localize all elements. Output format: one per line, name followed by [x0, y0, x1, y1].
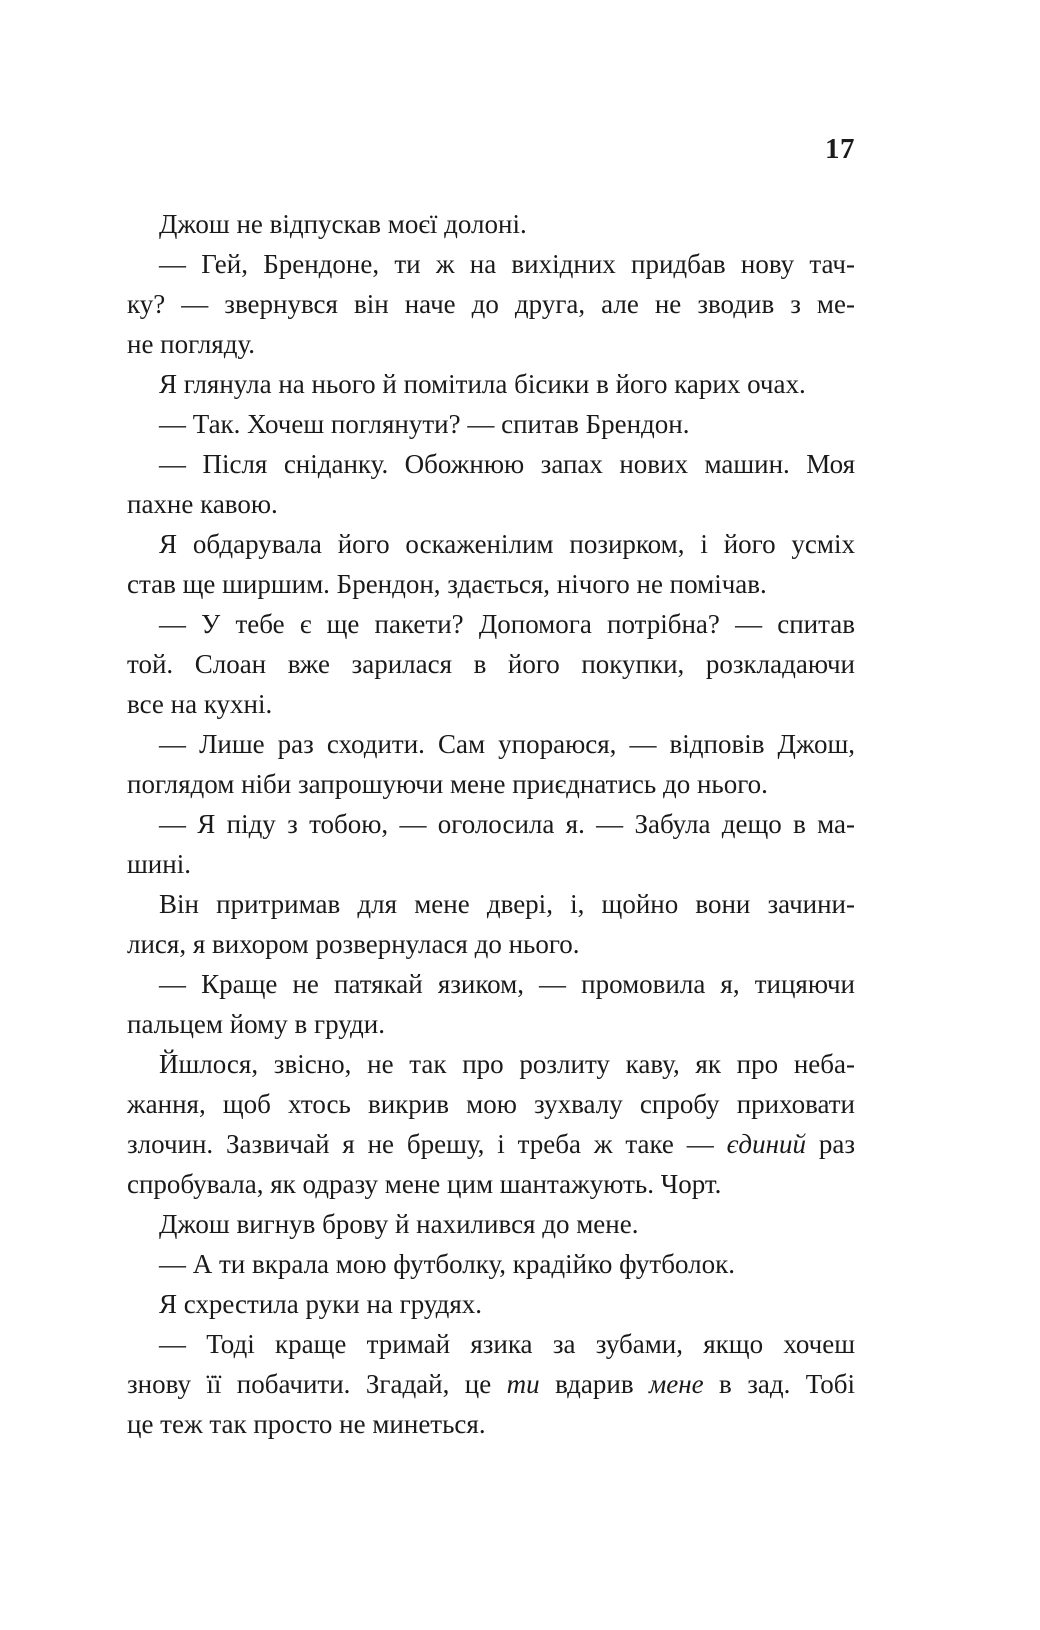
text-segment: — Так. Хочеш поглянути? — спитав Брендон.	[159, 409, 690, 439]
text-line	[127, 804, 855, 844]
text-line	[127, 1164, 855, 1204]
text-segment: вдарив	[539, 1369, 650, 1399]
text-line	[127, 564, 855, 604]
text-segment: той. Слоан вже зарилася в його покупки, розкладаючи	[127, 649, 855, 679]
text-segment: все на кухні.	[127, 689, 273, 719]
text-line	[127, 1204, 855, 1244]
paragraph	[127, 204, 855, 244]
text-segment: — Лише раз сходити. Сам упораюся, — відповів Джош,	[159, 729, 855, 759]
text-line	[127, 524, 855, 564]
text-line	[127, 884, 855, 924]
italic-text: ти	[506, 1369, 540, 1399]
text-line	[127, 844, 855, 884]
text-segment: Джош не відпускав моєї долоні.	[159, 209, 527, 239]
text-line	[127, 764, 855, 804]
text-segment: лися, я вихором розвернулася до нього.	[127, 929, 580, 959]
text-segment: жання, щоб хтось викрив мою зухвалу спробу приховати	[127, 1089, 855, 1119]
text-segment: Він притримав для мене двері, і, щойно вони зачини-	[159, 889, 855, 919]
text-line	[127, 404, 855, 444]
text-segment: став ще ширшим. Брендон, здається, нічого не помічав.	[127, 569, 767, 599]
text-segment: шині.	[127, 849, 191, 879]
text-block	[127, 204, 855, 1444]
text-line	[127, 284, 855, 324]
text-segment: — Я піду з тобою, — оголосила я. — Забула дещо в ма-	[159, 809, 855, 839]
text-line	[127, 1124, 855, 1164]
paragraph	[127, 244, 855, 364]
text-segment: — Гей, Брендоне, ти ж на вихідних придбав нову тач-	[159, 249, 855, 279]
text-line	[127, 1364, 855, 1404]
paragraph	[127, 1244, 855, 1284]
paragraph	[127, 804, 855, 884]
text-segment: Я обдарувала його оскаженілим позирком, і його усміх	[159, 529, 855, 559]
text-line	[127, 604, 855, 644]
text-segment: — Після сніданку. Обожнюю запах нових машин. Моя	[159, 449, 855, 479]
page-number: 17	[825, 133, 855, 165]
paragraph	[127, 964, 855, 1044]
text-line	[127, 1004, 855, 1044]
text-segment: — У тебе є ще пакети? Допомога потрібна? — спитав	[159, 609, 855, 639]
text-line	[127, 364, 855, 404]
text-line	[127, 1044, 855, 1084]
italic-text: єдиний	[726, 1129, 806, 1159]
text-segment: — Краще не патякай язиком, — промовила я, тицяючи	[159, 969, 855, 999]
text-line	[127, 1404, 855, 1444]
paragraph	[127, 1284, 855, 1324]
text-segment: пахне кавою.	[127, 489, 278, 519]
text-segment: злочин. Зазвичай я не брешу, і треба ж таке —	[127, 1129, 727, 1159]
text-segment: в зад. Тобі	[703, 1369, 855, 1399]
paragraph	[127, 1044, 855, 1204]
text-line	[127, 1084, 855, 1124]
text-line	[127, 644, 855, 684]
paragraph	[127, 724, 855, 804]
text-line	[127, 244, 855, 284]
text-line	[127, 964, 855, 1004]
text-segment: Йшлося, звісно, не так про розлиту каву, як про неба-	[159, 1049, 855, 1079]
text-segment: пальцем йому в груди.	[127, 1009, 385, 1039]
text-segment: це теж так просто не минеться.	[127, 1409, 486, 1439]
text-segment: знову її побачити. Згадай, це	[127, 1369, 507, 1399]
text-line	[127, 204, 855, 244]
text-line	[127, 1324, 855, 1364]
text-segment: спробувала, як одразу мене цим шантажують. Чорт.	[127, 1169, 722, 1199]
paragraph	[127, 524, 855, 604]
text-line	[127, 324, 855, 364]
text-line	[127, 484, 855, 524]
paragraph	[127, 1324, 855, 1444]
paragraph	[127, 884, 855, 964]
text-segment: ку? — звернувся він наче до друга, але не зводив з ме-	[127, 289, 855, 319]
text-segment: Я глянула на нього й помітила бісики в його карих очах.	[159, 369, 806, 399]
text-line	[127, 444, 855, 484]
text-line	[127, 924, 855, 964]
text-line	[127, 1284, 855, 1324]
text-line	[127, 684, 855, 724]
text-segment: не погляду.	[127, 329, 256, 359]
text-line	[127, 1244, 855, 1284]
text-line	[127, 724, 855, 764]
paragraph	[127, 444, 855, 524]
text-segment: поглядом ніби запрошуючи мене приєднатись до нього.	[127, 769, 768, 799]
paragraph	[127, 364, 855, 404]
paragraph	[127, 1204, 855, 1244]
italic-text: мене	[649, 1369, 704, 1399]
text-segment: Я схрестила руки на грудях.	[159, 1289, 483, 1319]
text-segment: раз	[805, 1129, 855, 1159]
text-segment: — А ти вкрала мою футболку, крадійко футболок.	[159, 1249, 735, 1279]
paragraph	[127, 604, 855, 724]
paragraph	[127, 404, 855, 444]
text-segment: Джош вигнув брову й нахилився до мене.	[159, 1209, 639, 1239]
text-segment: — Тоді краще тримай язика за зубами, якщо хочеш	[159, 1329, 855, 1359]
